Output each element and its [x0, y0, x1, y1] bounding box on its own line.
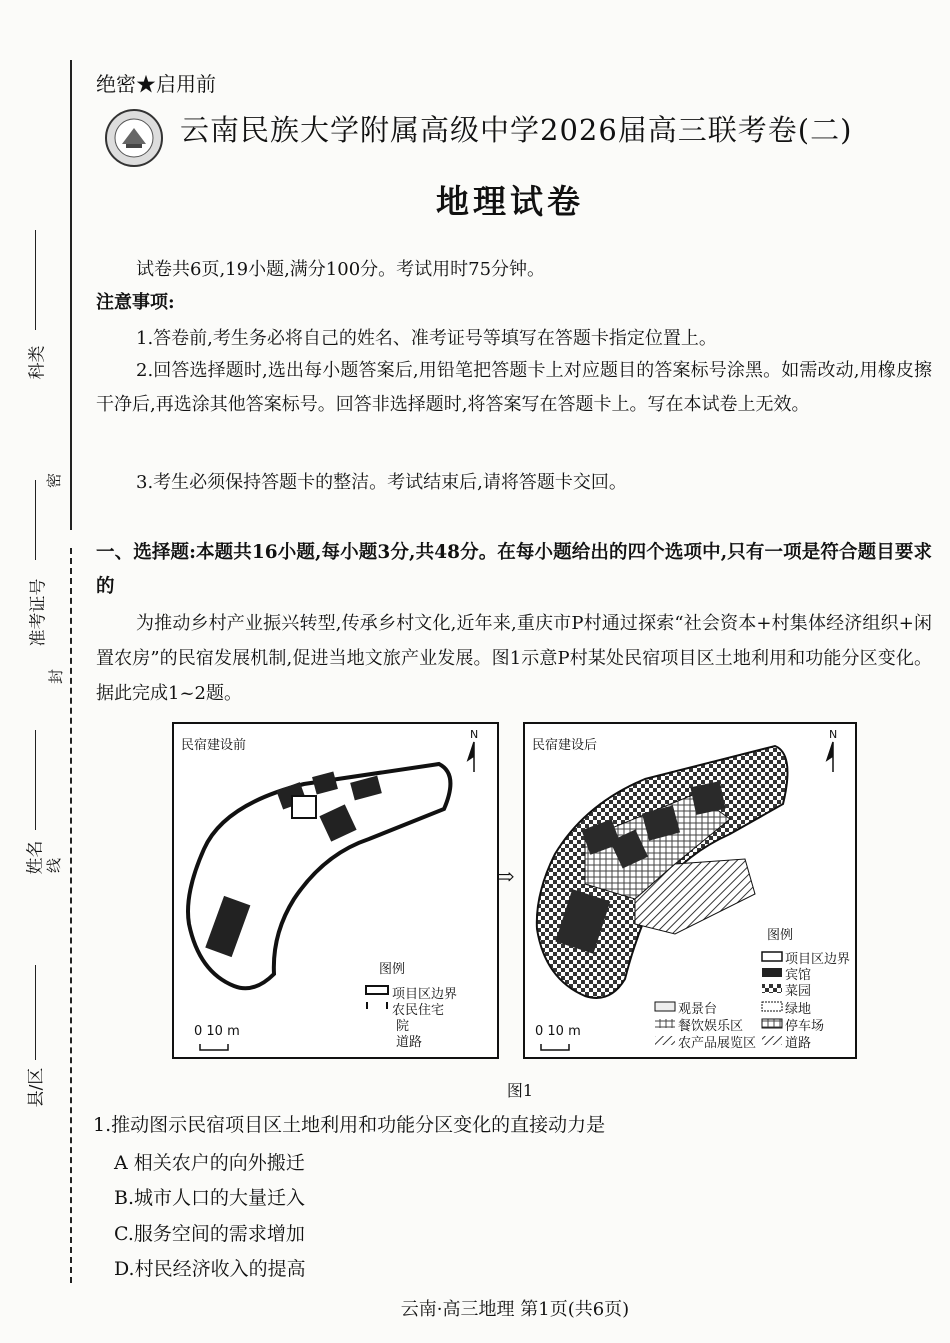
map-before-title: 民宿建设前 [181, 738, 247, 753]
binding-line-top [70, 60, 72, 530]
legend-left-item: 道路 [396, 1035, 423, 1050]
figure-caption: 图1 [506, 1081, 534, 1100]
legend-right-item: 餐饮娱乐区 [678, 1019, 744, 1034]
seal-char-feng: 封 [47, 668, 66, 685]
subject-label: 科类 [27, 345, 48, 380]
legend-right-item: 绿地 [785, 1002, 812, 1017]
scale-right: 0 10 m [535, 1024, 581, 1039]
map-before [172, 722, 499, 1059]
legend-left-item: 农民住宅 [392, 1003, 445, 1018]
legend-right-item: 项目区边界 [785, 952, 851, 967]
legend-right-item: 菜园 [785, 984, 812, 999]
map-before-drawing [174, 724, 497, 1057]
ticket-field-line [35, 480, 36, 560]
map-after-title: 民宿建设后 [532, 738, 598, 753]
county-field-line [35, 965, 36, 1060]
legend-right-item: 宾馆 [785, 968, 812, 983]
question-1-option-c: C.服务空间的需求增加 [114, 1223, 305, 1245]
binding-line-bottom [70, 548, 72, 1283]
confidential-label: 绝密★启用前 [96, 72, 216, 96]
question-1-stem: 1.推动图示民宿项目区土地利用和功能分区变化的直接动力是 [93, 1114, 606, 1136]
question-1-option-b: B.城市人口的大量迁入 [114, 1187, 306, 1209]
notes-item-2: 2.回答选择题时,选出每小题答案后,用铅笔把答题卡上对应题目的答案标号涂黑。如需改动,用橡皮擦干净后,再选涂其他答案标号。回答非选择题时,将答案写在答题卡上。写在本试卷上无效。 [96, 360, 932, 415]
legend-right-item: 道路 [785, 1036, 812, 1051]
exam-info: 试卷共6页,19小题,满分100分。考试用时75分钟。 [136, 259, 546, 280]
notes-heading: 注意事项: [96, 292, 175, 313]
north-label-right: N [829, 728, 838, 741]
school-logo [104, 108, 164, 168]
seal-char-xian: 线 [45, 857, 64, 874]
legend-right-title: 图例 [767, 928, 794, 943]
map-after [523, 722, 857, 1059]
subject-field-line [35, 230, 36, 330]
legend-right-item: 农产品展览区 [678, 1036, 757, 1051]
legend-left-item: 院 [396, 1019, 410, 1034]
name-field-line [35, 730, 36, 830]
legend-right-item: 停车场 [785, 1019, 825, 1034]
seal-char-mi: 密 [45, 472, 64, 489]
page-footer: 云南·高三地理 第1页(共6页) [400, 1299, 630, 1320]
name-label: 姓名 [25, 840, 46, 875]
subject-title: 地理试卷 [436, 182, 584, 221]
school-title: 云南民族大学附属高级中学2026届高三联考卷(二) [180, 113, 853, 147]
question-1-option-d: D.村民经济收入的提高 [114, 1258, 306, 1280]
county-label: 县/区 [26, 1067, 47, 1108]
ticket-label: 准考证号 [28, 578, 49, 647]
section1-heading: 一、选择题:本题共16小题,每小题3分,共48分。在每小题给出的四个选项中,只有一项是符合题目要求的 [96, 542, 932, 597]
scale-left: 0 10 m [194, 1024, 240, 1039]
north-label-left: N [470, 728, 479, 741]
question-1-option-a: A 相关农户的向外搬迁 [114, 1152, 305, 1174]
figure-arrow: ⇨ [496, 865, 515, 890]
section1-intro: 为推动乡村产业振兴转型,传承乡村文化,近年来,重庆市P村通过探索“社会资本+村集体经济组织+闲置农房”的民宿发展机制,促进当地文旅产业发展。图1示意P村某处民宿项目区土地利用和功能分区变化。据此完成1~2题。 [96, 613, 932, 704]
notes-item-3: 3.考生必须保持答题卡的整洁。考试结束后,请将答题卡交回。 [136, 472, 627, 493]
notes-item-1: 1.答卷前,考生务必将自己的姓名、准考证号等填写在答题卡指定位置上。 [136, 328, 717, 349]
legend-left-item: 项目区边界 [392, 987, 458, 1002]
legend-right-item: 观景台 [678, 1002, 718, 1017]
legend-left-title: 图例 [379, 962, 406, 977]
